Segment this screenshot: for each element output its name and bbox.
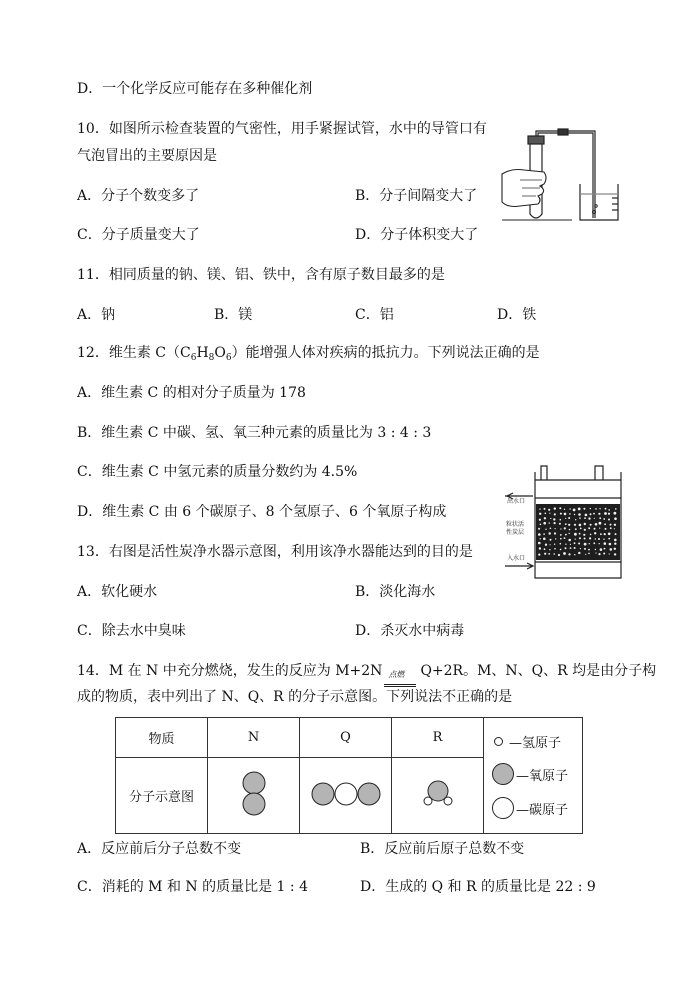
oxygen-atom-icon [492,763,514,785]
reaction-condition: 点燃 [388,670,405,679]
table-header-q: Q [300,718,392,758]
q10-option-a: A．分子个数变多了 [77,188,200,204]
q13-option-c: C．除去水中臭味 [77,623,186,639]
legend-oxygen-label: —氧原子 [516,768,569,784]
q9-option-d: D．一个化学反应可能存在多种催化剂 [77,81,313,97]
q14-option-d: D．生成的 Q 和 R 的质量比是 22 : 9 [360,879,596,895]
legend-carbon-label: —碳原子 [516,802,569,818]
q14-option-a: A．反应前后分子总数不变 [77,841,242,857]
q13-option-d: D．杀灭水中病毒 [355,623,465,639]
q12-option-b: B．维生素 C 中碳、氢、氧三种元素的质量比为 3 : 4 : 3 [77,425,432,441]
r-molecule-cell [392,758,484,834]
q11-option-a: A．钠 [77,307,116,323]
molecule-table [115,717,583,834]
atom-legend [484,718,583,834]
table-header-r: R [392,718,484,758]
table-header-n: N [208,718,300,758]
q10-option-c: C．分子质量变大了 [77,227,200,243]
q10-stem-line1: 10．如图所示检查装置的气密性，用手紧握试管，水中的导管口有 [77,121,487,137]
filter-inlet-label: 入水口 [507,555,526,562]
q11-option-d: D．铁 [497,307,537,323]
q14-option-b: B．反应前后原子总数不变 [360,841,525,857]
filter-outlet-label: 出水口 [507,498,526,505]
r-molecule-icon [418,778,458,810]
q-molecule-icon [310,779,382,809]
q10-stem-line2: 气泡冒出的主要原因是 [77,148,217,164]
table-header-substance: 物质 [116,718,208,758]
q10-option-b: B．分子间隔变大了 [355,188,478,204]
carbon-atom-icon [492,797,514,819]
q12-option-a: A．维生素 C 的相对分子质量为 178 [77,385,306,401]
hydrogen-atom-icon [494,737,503,746]
q11-stem: 11．相同质量的钠、镁、铝、铁中，含有原子数目最多的是 [77,267,445,283]
q14-stem-line1: 14．M 在 N 中充分燃烧，发生的反应为 M+2N 点燃 Q+2R。M、N、Q、R 均是由分子构 [77,662,656,680]
n-molecule-cell [208,758,300,834]
q10-option-d: D．分子体积变大了 [355,227,479,243]
q14-stem-line2: 成的物质，表中列出了 N、Q、R 的分子示意图。下列说法不正确的是 [77,689,513,705]
q13-stem: 13．右图是活性炭净水器示意图，利用该净水器能达到的目的是 [77,544,473,560]
q12-option-c: C．维生素 C 中氢元素的质量分数约为 4.5% [77,464,358,480]
filter-layer-label-1: 粒状活 [506,521,525,528]
q11-option-b: B．镁 [214,307,253,323]
filter-layer-label-2: 性炭层 [506,529,525,536]
q12-option-d: D．维生素 C 由 6 个碳原子、8 个氢原子、6 个氧原子构成 [77,504,447,520]
q13-option-a: A．软化硬水 [77,584,158,600]
legend-hydrogen-label: —氢原子 [509,736,562,751]
airtightness-apparatus-figure [500,128,630,226]
n-molecule-icon [234,768,274,820]
carbon-filter-figure [505,462,627,584]
q-molecule-cell [300,758,392,834]
q11-option-c: C．铝 [355,307,394,323]
q12-stem: 12．维生素 $C(C_6H_8O_6)$能增强人体对疾病的抵抗力。下列说法正确的是 [77,345,540,363]
q13-option-b: B．淡化海水 [355,584,436,600]
table-row-label: 分子示意图 [116,758,208,834]
q14-option-c: C．消耗的 M 和 N 的质量比是 1 : 4 [77,879,308,895]
